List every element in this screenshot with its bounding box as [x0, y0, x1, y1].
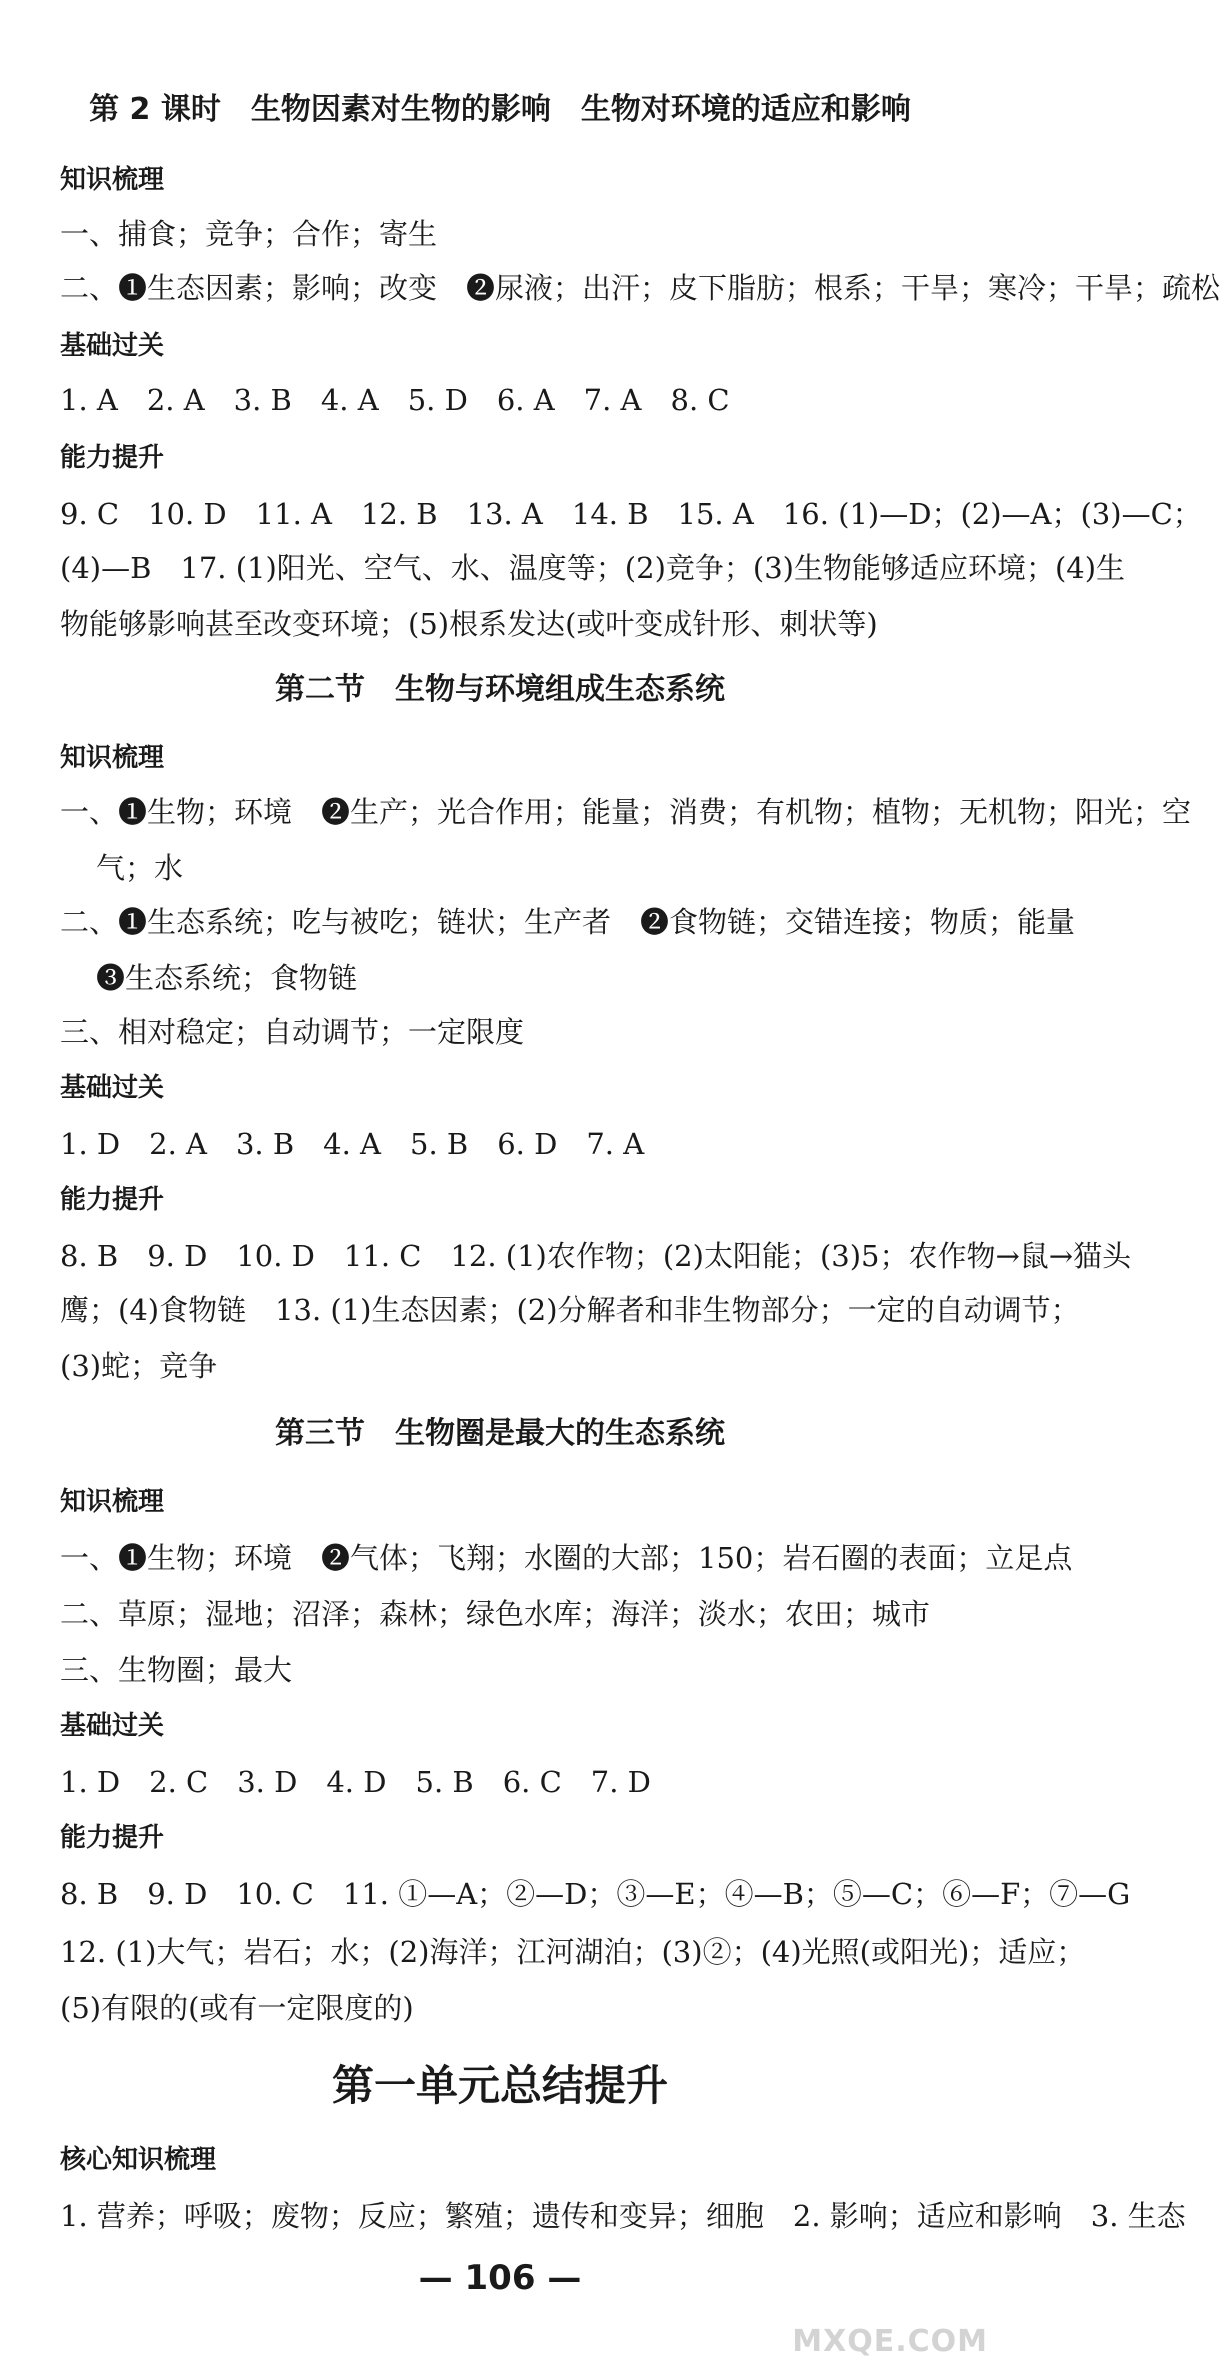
- basic-label: 基础过关: [60, 1711, 165, 1741]
- knowledge-line: ❸生态系统；食物链: [96, 961, 358, 995]
- ability-label: 能力提升: [60, 1823, 165, 1853]
- ability-line: 9. C 10. D 11. A 12. B 13. A 14. B 15. A 16. (1)—D；(2)—A；(3)—C；: [60, 497, 1202, 531]
- section-heading: 第二节 生物与环境组成生态系统: [275, 672, 725, 707]
- ability-line: 物能够影响甚至改变环境；(5)根系发达(或叶变成针形、刺状等): [60, 607, 878, 641]
- ability-line: 12. (1)大气；岩石；水；(2)海洋；江河湖泊；(3)②；(4)光照(或阳光)；适应；: [60, 1935, 1086, 1969]
- section-heading: 第三节 生物圈是最大的生态系统: [275, 1416, 725, 1451]
- knowledge-line: 三、生物圈；最大: [60, 1653, 293, 1687]
- ability-line: 8. B 9. D 10. C 11. ①—A；②—D；③—E；④—B；⑤—C；⑥—F；⑦—G: [60, 1877, 1131, 1911]
- page-number: — 106 —: [418, 2258, 582, 2298]
- ability-line: (5)有限的(或有一定限度的): [60, 1991, 414, 2025]
- knowledge-line: 一、捕食；竞争；合作；寄生: [60, 217, 438, 251]
- ability-label: 能力提升: [60, 443, 165, 473]
- knowledge-line: 二、❶生态系统；吃与被吃；链状；生产者 ❷食物链；交错连接；物质；能量: [60, 905, 1076, 939]
- unit-title: 第一单元总结提升: [331, 2061, 668, 2110]
- ability-label: 能力提升: [60, 1185, 165, 1215]
- knowledge-line: 三、相对稳定；自动调节；一定限度: [60, 1015, 525, 1049]
- knowledge-label: 知识梳理: [60, 1487, 165, 1517]
- core-line: 1. 营养；呼吸；废物；反应；繁殖；遗传和变异；细胞 2. 影响；适应和影响 3. 生态: [60, 2199, 1186, 2233]
- basic-label: 基础过关: [60, 1073, 165, 1103]
- basic-label: 基础过关: [60, 331, 165, 361]
- basic-answers: 1. A 2. A 3. B 4. A 5. D 6. A 7. A 8. C: [60, 383, 730, 417]
- knowledge-line: 一、❶生物；环境 ❷气体；飞翔；水圈的大部；150；岩石圈的表面；立足点: [60, 1541, 1073, 1575]
- knowledge-line: 一、❶生物；环境 ❷生产；光合作用；能量；消费；有机物；植物；无机物；阳光；空: [60, 795, 1192, 829]
- knowledge-line: 气；水: [96, 851, 184, 885]
- ability-line: (4)—B 17. (1)阳光、空气、水、温度等；(2)竞争；(3)生物能够适应环境；(4)生: [60, 551, 1126, 585]
- basic-answers: 1. D 2. C 3. D 4. D 5. B 6. C 7. D: [60, 1765, 651, 1799]
- knowledge-line: 二、❶生态因素；影响；改变 ❷尿液；出汗；皮下脂肪；根系；干旱；寒冷；干旱；疏松: [60, 271, 1220, 305]
- ability-line: 8. B 9. D 10. D 11. C 12. (1)农作物；(2)太阳能；(3)5；农作物→鼠→猫头: [60, 1239, 1132, 1273]
- knowledge-label: 知识梳理: [60, 165, 165, 195]
- site-watermark: MXQE.COM: [792, 2324, 988, 2359]
- lesson-heading: 第 2 课时 生物因素对生物的影响 生物对环境的适应和影响: [89, 92, 911, 127]
- ability-line: (3)蛇；竞争: [60, 1349, 218, 1383]
- basic-answers: 1. D 2. A 3. B 4. A 5. B 6. D 7. A: [60, 1127, 645, 1161]
- knowledge-label: 知识梳理: [60, 743, 165, 773]
- knowledge-line: 二、草原；湿地；沼泽；森林；绿色水库；海洋；淡水；农田；城市: [60, 1597, 931, 1631]
- ability-line: 鹰；(4)食物链 13. (1)生态因素；(2)分解者和非生物部分；一定的自动调节；: [60, 1293, 1080, 1327]
- core-label: 核心知识梳理: [60, 2145, 217, 2175]
